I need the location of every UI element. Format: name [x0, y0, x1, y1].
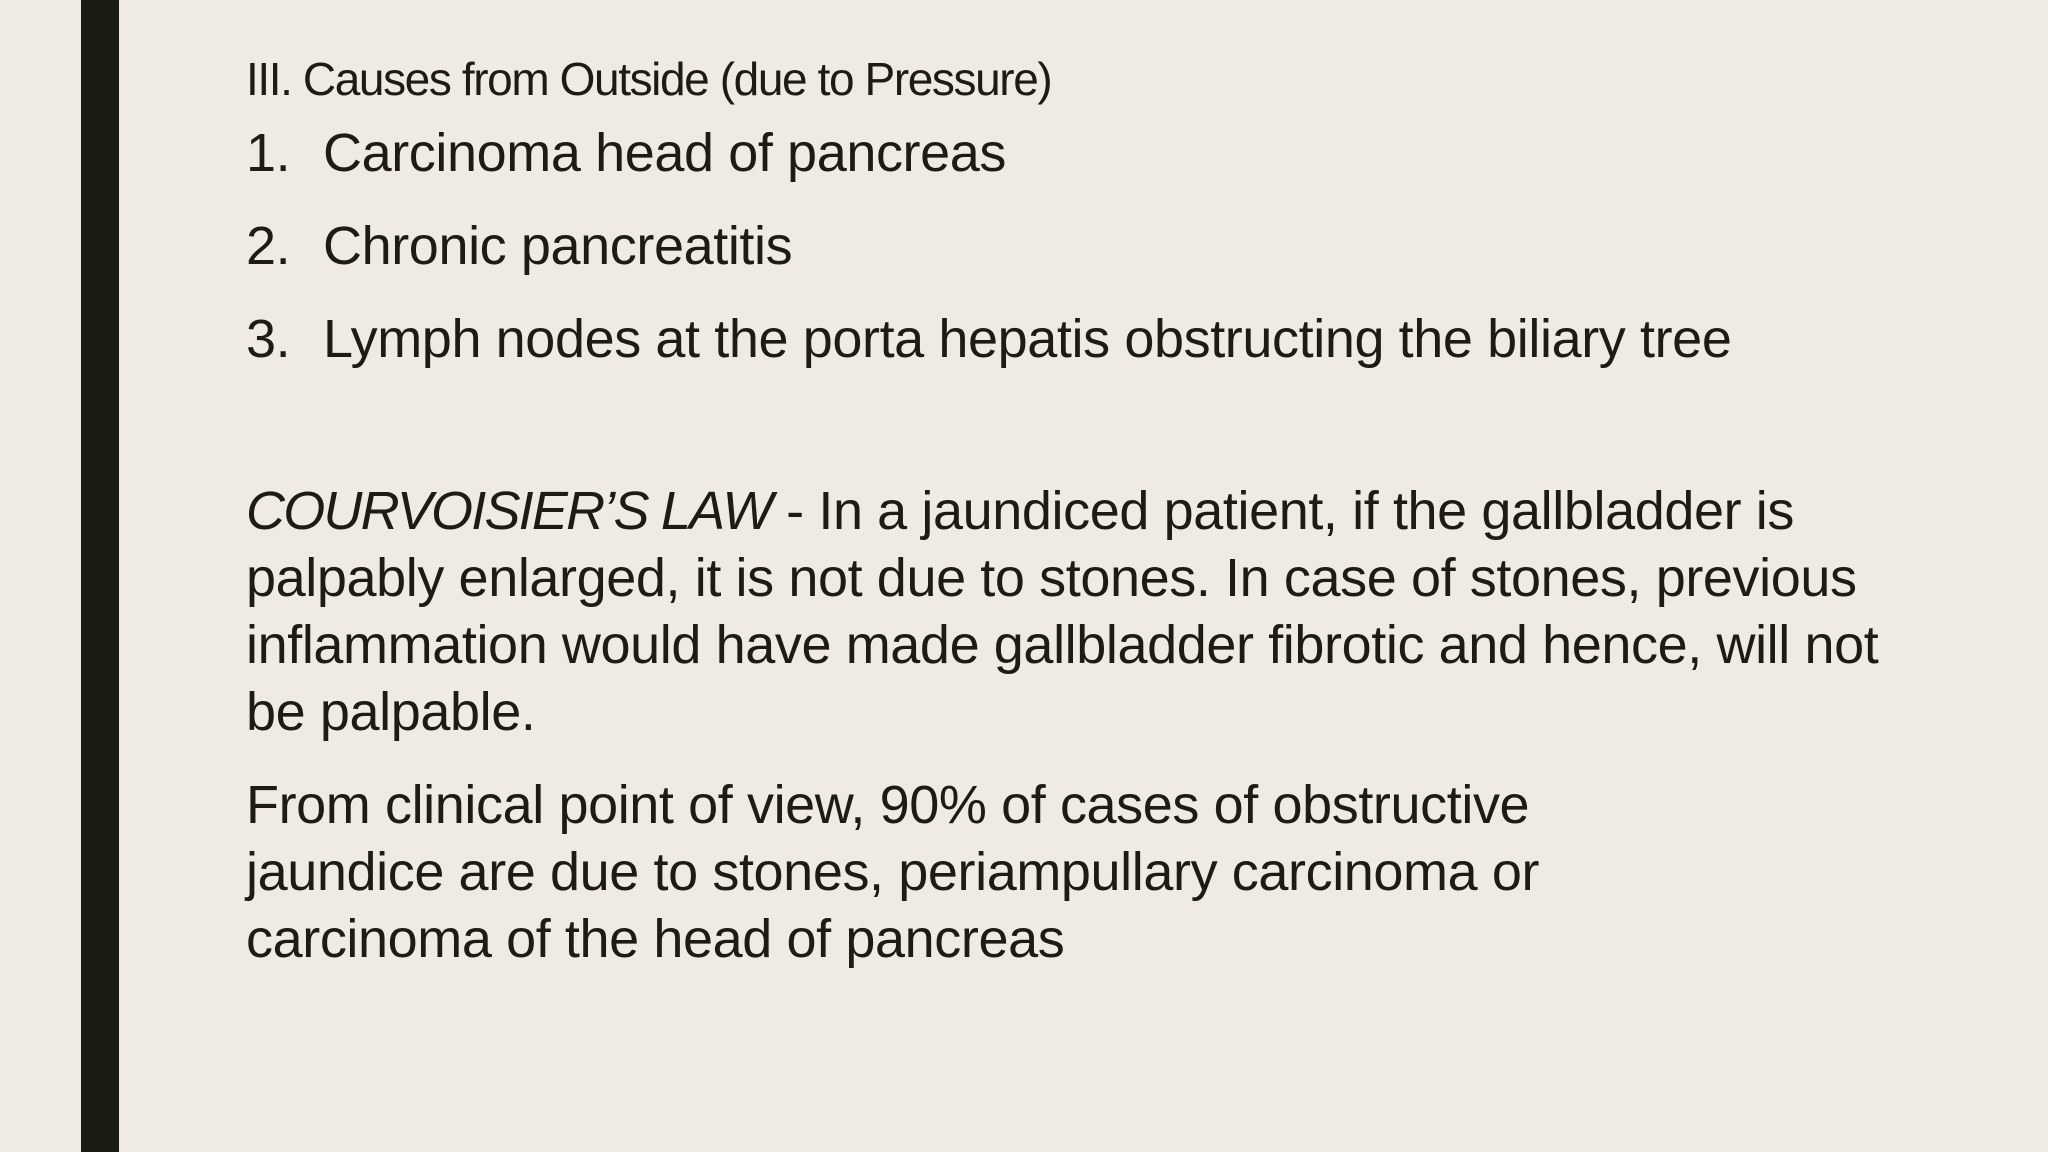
cause-text: Carcinoma head of pancreas [323, 123, 1007, 183]
cause-number: 1. [246, 123, 291, 183]
cause-item [246, 306, 1886, 373]
law-text: - In a jaundiced patient, if the gallbladder is palpably enlarged, it is not due to stones. In case of stones, previous inflammation would have made gallbladder fibrotic and hence, will not be palpable. [246, 481, 1879, 742]
causes-list [246, 120, 1886, 373]
law-label: COURVOISIER’S LAW [246, 481, 772, 541]
section-heading: III. Causes from Outside (due to Pressure) [246, 53, 1052, 105]
cause-text: Chronic pancreatitis [323, 216, 793, 276]
slide-content [246, 48, 1886, 973]
cause-text: Lymph nodes at the porta hepatis obstructing the biliary tree [323, 309, 1732, 369]
cause-item [246, 120, 1886, 187]
courvoisier-law-paragraph [246, 478, 1886, 746]
clinical-note: From clinical point of view, 90% of cases of obstructive jaundice are due to stones, periampullary carcinoma or carcinoma of the head of pancreas [246, 775, 1540, 969]
accent-bar [81, 0, 119, 1152]
cause-number: 2. [246, 216, 291, 276]
cause-item [246, 213, 1886, 280]
cause-number: 3. [246, 309, 291, 369]
